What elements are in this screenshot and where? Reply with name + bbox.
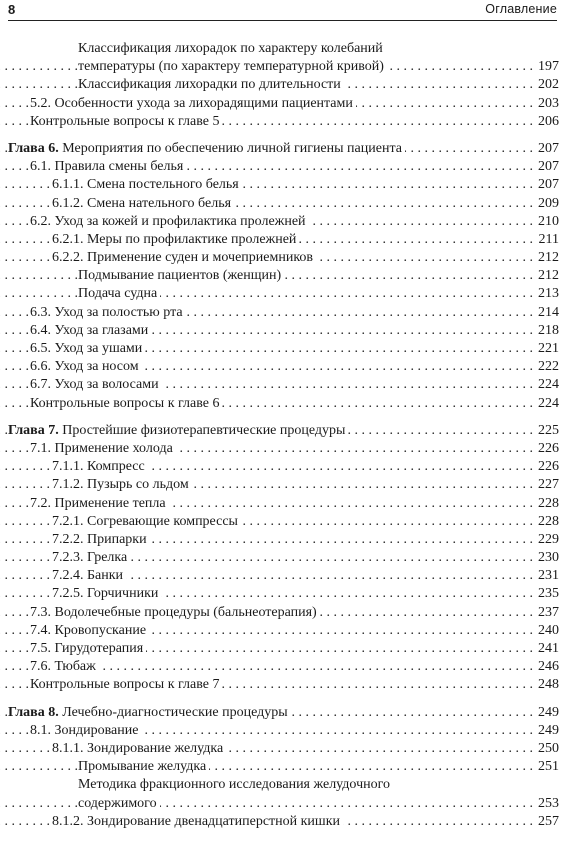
toc-entry-text: Подача судна <box>78 286 158 302</box>
toc-entry-text: Контрольные вопросы к главе 7 <box>30 677 220 693</box>
toc-page-number: 235 <box>536 585 559 603</box>
chapter-label: Глава 6. <box>8 140 59 156</box>
toc-entry[interactable] <box>0 458 565 476</box>
chapter-gap <box>0 413 565 422</box>
toc-entry[interactable] <box>0 531 565 549</box>
toc-entry-text: 6.1. Правила смены белья <box>30 159 184 175</box>
chapter-gap <box>0 131 565 140</box>
toc-page-number: 257 <box>536 813 559 831</box>
toc-page-number: 197 <box>536 58 559 76</box>
toc-page-number: 206 <box>536 113 559 131</box>
toc-entry-text: 5.2. Особенности ухода за лихорадящими пациентами <box>30 95 353 111</box>
toc-entry-text: Контрольные вопросы к главе 6 <box>30 395 220 411</box>
toc-entry-text: 6.2. Уход за кожей и профилактика пролежней <box>30 213 306 229</box>
toc-entry-text: 7.4. Кровопускание <box>30 622 147 638</box>
toc-entry-text: температуры (по характеру температурной кривой) <box>78 59 384 75</box>
toc-entry[interactable] <box>0 195 565 213</box>
toc-page-number: 221 <box>536 340 559 358</box>
toc-entry[interactable] <box>0 376 565 394</box>
toc-entry-title <box>78 796 160 811</box>
toc-page-number: 228 <box>536 495 559 513</box>
toc-page-number: 207 <box>536 176 559 194</box>
toc-entry-text: Классификация лихорадки по длительности <box>78 77 341 93</box>
toc-entry[interactable] <box>0 285 565 303</box>
toc-entry[interactable] <box>0 176 565 194</box>
toc-entry-title <box>78 759 209 774</box>
toc-page-number: 249 <box>536 704 559 722</box>
toc-entry-title <box>52 814 343 829</box>
toc-entry-text: 6.2.1. Меры по профилактике пролежней <box>52 231 297 247</box>
toc-entry-text: 8.1.1. Зондирование желудка <box>52 740 224 756</box>
toc-entry-title <box>30 159 186 174</box>
toc-entry-title <box>30 723 141 738</box>
toc-page-number: 214 <box>536 304 559 322</box>
chapter-label: Глава 8. <box>8 704 59 720</box>
toc-entry[interactable] <box>0 440 565 458</box>
toc-entry[interactable] <box>0 249 565 267</box>
toc-entry[interactable] <box>0 113 565 131</box>
toc-page-number: 222 <box>536 358 559 376</box>
toc-entry-title <box>52 741 226 756</box>
toc-entry-title <box>30 214 309 229</box>
toc-entry-text: Лечебно-диагностические процедуры <box>58 704 288 720</box>
toc-page-number: 229 <box>536 531 559 549</box>
toc-entry-text: Классификация лихорадок по характеру колебаний <box>78 41 383 56</box>
toc-page-number: 225 <box>536 422 559 440</box>
running-title: Оглавление <box>485 2 557 16</box>
toc-entry-title <box>78 77 344 92</box>
toc-entry-title <box>52 586 161 601</box>
toc-page-number: 251 <box>536 758 559 776</box>
toc-entry[interactable] <box>0 267 565 285</box>
toc-entry[interactable] <box>0 495 565 513</box>
toc-entry[interactable] <box>0 322 565 340</box>
toc-entry-text: 6.6. Уход за носом <box>30 359 139 375</box>
toc-entry-title <box>30 623 149 638</box>
toc-entry-text: Простейшие физиотерапевтические процедуры <box>58 422 346 438</box>
toc-page-number: 230 <box>536 549 559 567</box>
toc-entry-title <box>30 323 151 338</box>
toc-entry[interactable] <box>0 722 565 740</box>
toc-entry[interactable] <box>0 476 565 494</box>
toc-entry-text: 7.2.2. Припарки <box>52 531 147 547</box>
toc-chapter-entry[interactable] <box>0 422 565 440</box>
toc-entry-title <box>30 341 145 356</box>
toc-entry-text: Подмывание пациентов (женщин) <box>78 268 282 284</box>
toc-entry-title <box>52 177 242 192</box>
toc-page-number: 207 <box>536 158 559 176</box>
toc-page-number: 212 <box>536 267 559 285</box>
toc-entry-title <box>30 377 162 392</box>
toc-entry-text: Промывание желудка <box>78 759 207 775</box>
toc-entry-text: 7.6. Тюбаж <box>30 659 96 675</box>
toc-entry[interactable] <box>0 658 565 676</box>
toc-page-number: 224 <box>536 395 559 413</box>
toc-entry-text: 7.2.3. Грелка <box>52 550 128 566</box>
toc-entry-title <box>30 605 320 620</box>
toc-entry-title <box>8 141 405 156</box>
toc-entry-title <box>78 59 387 74</box>
toc-entry[interactable] <box>0 304 565 322</box>
toc-entry-text: 6.4. Уход за глазами <box>30 322 149 338</box>
toc-page-number: 207 <box>536 140 559 158</box>
toc-entry-title <box>8 423 348 438</box>
toc-entry-title <box>30 659 99 674</box>
toc-page-number: 231 <box>536 567 559 585</box>
toc-entry-text: 7.2. Применение тепла <box>30 495 166 511</box>
toc-entry-title <box>52 532 150 547</box>
toc-entry-title <box>30 496 169 511</box>
toc-entry-title <box>30 96 356 111</box>
toc-entry-text: 7.1.2. Пузырь со льдом <box>52 477 189 493</box>
toc-entry-text: 8.1. Зондирование <box>30 722 139 738</box>
toc-page-number: 246 <box>536 658 559 676</box>
toc-chapter-entry[interactable] <box>0 140 565 158</box>
toc-entry-text: 6.5. Уход за ушами <box>30 341 143 356</box>
toc-entry-text: 6.7. Уход за волосами <box>30 377 159 393</box>
toc-page-number: 202 <box>536 76 559 94</box>
chapter-label: Глава 7. <box>8 422 59 438</box>
toc-entry-title <box>30 641 146 656</box>
toc-entry-text: Мероприятия по обеспечению личной гигиены пациента <box>58 140 402 156</box>
toc-entry-text: 7.2.4. Банки <box>52 568 124 584</box>
toc-entry[interactable] <box>0 585 565 603</box>
toc-entry[interactable] <box>0 358 565 376</box>
toc-page-number: 209 <box>536 195 559 213</box>
toc-entry-title <box>52 459 148 474</box>
toc-entry[interactable] <box>0 795 565 813</box>
toc-entry-title <box>30 396 222 411</box>
toc-page-number: 253 <box>536 795 559 813</box>
toc-page-number: 237 <box>536 604 559 622</box>
toc-entry-title <box>52 550 130 565</box>
toc-entry-title <box>78 286 160 301</box>
toc-entry[interactable] <box>0 76 565 94</box>
toc-entry-title <box>52 250 316 265</box>
toc-entry[interactable] <box>0 676 565 694</box>
toc-entry-title <box>78 268 284 283</box>
toc-entry-text: 7.1.1. Компресс <box>52 459 145 475</box>
toc-entry-text: 7.1. Применение холода <box>30 440 173 456</box>
toc-entry-title <box>52 477 192 492</box>
toc-entry[interactable] <box>0 549 565 567</box>
toc-entry-text: 6.2.2. Применение суден и мочеприемников <box>52 250 314 266</box>
toc-page-number: 240 <box>536 622 559 640</box>
toc-entry[interactable] <box>0 813 565 831</box>
toc-page-number: 227 <box>536 476 559 494</box>
toc-entry-text: 7.5. Гирудотерапия <box>30 641 144 656</box>
table-of-contents <box>0 40 565 831</box>
toc-entry-title <box>30 359 142 374</box>
toc-entry[interactable] <box>0 567 565 585</box>
toc-page-number: 203 <box>536 95 559 113</box>
toc-entry-text: 6.1.2. Смена нательного белья <box>52 195 232 211</box>
toc-page-number: 210 <box>536 213 559 231</box>
toc-entry-title <box>30 305 186 320</box>
toc-entry-title <box>30 677 222 692</box>
toc-entry[interactable] <box>0 213 565 231</box>
toc-entry-title <box>52 514 241 529</box>
toc-entry-text: 7.3. Водолечебные процедуры (бальнеотерапия) <box>30 604 317 620</box>
toc-entry-text: 7.2.1. Согревающие компрессы <box>52 513 238 529</box>
toc-page-number: 218 <box>536 322 559 340</box>
toc-page-number: 250 <box>536 740 559 758</box>
toc-entry-text: 6.3. Уход за полостью рта <box>30 304 183 320</box>
toc-page-number: 248 <box>536 676 559 694</box>
toc-entry[interactable] <box>0 622 565 640</box>
toc-entry[interactable] <box>0 513 565 531</box>
toc-entry[interactable] <box>0 640 565 658</box>
toc-entry-title <box>52 232 299 247</box>
toc-entry-text: содержимого <box>78 795 157 811</box>
toc-entry-title <box>78 777 393 792</box>
toc-entry[interactable] <box>0 58 565 76</box>
toc-entry[interactable] <box>0 40 565 58</box>
toc-entry-title <box>8 705 291 720</box>
toc-entry[interactable] <box>0 604 565 622</box>
toc-chapter-entry[interactable] <box>0 704 565 722</box>
toc-entry-title <box>30 441 176 456</box>
chapter-gap <box>0 695 565 704</box>
toc-page-number: 249 <box>536 722 559 740</box>
toc-page-number: 241 <box>536 640 559 658</box>
toc-entry[interactable] <box>0 231 565 249</box>
toc-entry-text: Методика фракционного исследования желудочного <box>78 777 390 793</box>
toc-entry-title <box>52 196 234 211</box>
toc-page-number: 212 <box>536 249 559 267</box>
toc-entry[interactable] <box>0 395 565 413</box>
toc-entry[interactable] <box>0 340 565 358</box>
toc-entry[interactable] <box>0 95 565 113</box>
toc-entry-title <box>78 41 386 56</box>
toc-page-number: 213 <box>536 285 559 303</box>
toc-entry[interactable] <box>0 776 565 794</box>
page-number: 8 <box>8 2 16 17</box>
toc-page-number: 226 <box>536 440 559 458</box>
toc-entry[interactable] <box>0 740 565 758</box>
toc-entry-text: 8.1.2. Зондирование двенадцатиперстной кишки <box>52 813 340 829</box>
toc-entry-text: Контрольные вопросы к главе 5 <box>30 113 220 129</box>
toc-entry[interactable] <box>0 758 565 776</box>
toc-entry-title <box>30 114 222 129</box>
toc-page-number: 211 <box>537 231 559 249</box>
toc-page-number: 226 <box>536 458 559 476</box>
toc-page-number: 224 <box>536 376 559 394</box>
toc-page-number: 228 <box>536 513 559 531</box>
toc-entry-title <box>52 568 126 583</box>
toc-entry-text: 6.1.1. Смена постельного белья <box>52 177 239 193</box>
running-header <box>8 2 557 21</box>
toc-entry-text: 7.2.5. Горчичники <box>52 586 159 602</box>
toc-entry[interactable] <box>0 158 565 176</box>
